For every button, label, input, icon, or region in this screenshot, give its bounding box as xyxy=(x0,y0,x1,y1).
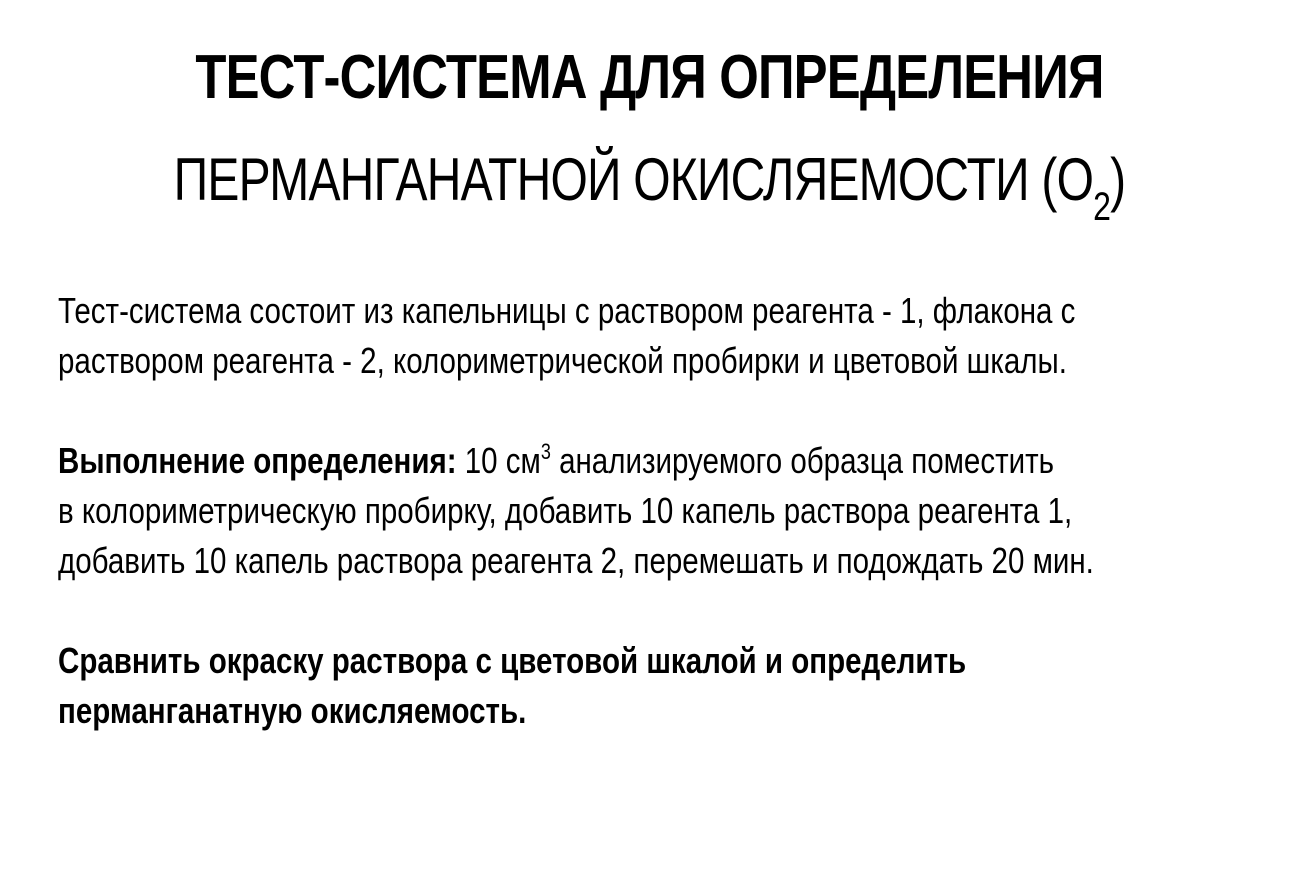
procedure-volume: 10 см xyxy=(456,440,541,481)
comparison-line-2: перманганатную окисляемость. xyxy=(58,690,527,731)
document-subtitle xyxy=(130,138,1169,229)
procedure-line-3: добавить 10 капель раствора реагента 2, перемешать и подождать 20 мин. xyxy=(58,540,1094,581)
oxygen-subscript: 2 xyxy=(1093,185,1111,229)
procedure-line-1-text: анализируемого образца поместить xyxy=(550,440,1055,481)
composition-line-2: раствором реагента - 2, колориметрической пробирки и цветовой шкалы. xyxy=(58,340,1067,381)
subtitle-closing-paren: ) xyxy=(1110,146,1126,213)
composition-line-1: Тест-система состоит из капельницы с раствором реагента - 1, флакона с xyxy=(58,290,1076,331)
cubic-superscript: 3 xyxy=(540,439,551,464)
procedure-line-2: в колориметрическую пробирку, добавить 10 капель раствора реагента 1, xyxy=(58,490,1073,531)
document-title: ТЕСТ-СИСТЕМА ДЛЯ ОПРЕДЕЛЕНИЯ xyxy=(195,43,1104,112)
procedure-paragraph xyxy=(58,436,1222,586)
comparison-paragraph xyxy=(58,636,1222,736)
procedure-line-1 xyxy=(58,436,1222,486)
composition-paragraph xyxy=(58,286,1222,386)
comparison-line-1: Сравнить окраску раствора с цветовой шкалой и определить xyxy=(58,640,967,681)
procedure-label: Выполнение определения: xyxy=(58,440,457,481)
subtitle-text: ПЕРМАНГАНАТНОЙ ОКИСЛЯЕМОСТИ (О xyxy=(173,146,1094,213)
